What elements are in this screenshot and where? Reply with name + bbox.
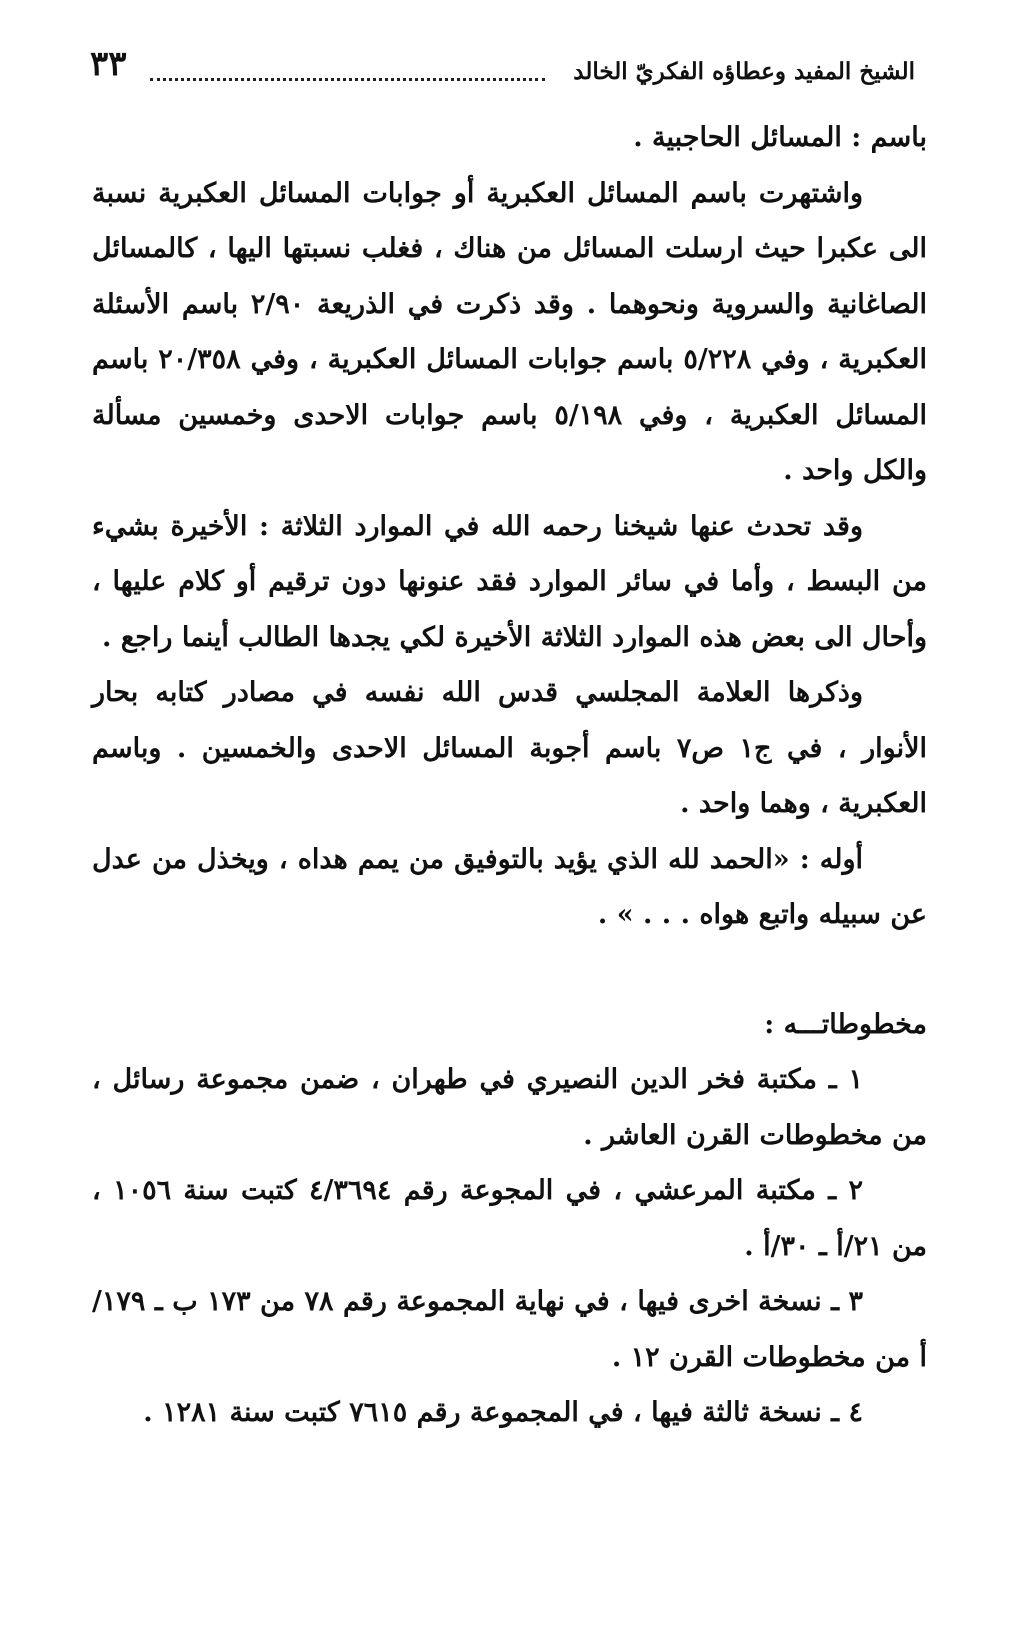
manuscript-item-1: ١ ـ مكتبة فخر الدين النصيري في طهران ، ضمن مجموعة رسائل ، من مخطوطات القرن العاشر .: [92, 1064, 927, 1151]
manuscript-item-2: ٢ ـ مكتبة المرعشي ، في المجوعة رقم ٤/٣٦٩٤ كتبت سنة ١٠٥٦ ، من ٢١/أ ـ ٣٠/أ .: [92, 1175, 927, 1262]
page-header: [90, 44, 915, 92]
paragraph-1: باسم : المسائل الحاجبية .: [633, 122, 927, 153]
running-title: الشيخ المفيد وعطاؤه الفكريّ الخالد: [573, 58, 915, 85]
dot-leader: [150, 78, 545, 81]
paragraph-3: وقد تحدث عنها شيخنا رحمه الله في الموارد الثلاثة : الأخيرة بشيء من البسط ، وأما في سائر الموارد فقد عنونها دون ترقيم أو كلام عليها ، وأحال الى بعض هذه الموارد الثلاثة الأخيرة لكي يجدها الطالب أينما راجع .: [92, 510, 927, 653]
body-text: [92, 110, 927, 1441]
manuscripts-heading: مخطوطاتـــه :: [764, 1008, 927, 1040]
section-spacer: [92, 943, 927, 997]
paragraph-4: وذكرها العلامة المجلسي قدس الله نفسه في مصادر كتابه بحار الأنوار ، في ج١ ص٧ باسم أجوبة المسائل الاحدى والخمسين . وباسم العكبرية ، وهما واحد .: [92, 677, 927, 819]
paragraph-2: واشتهرت باسم المسائل العكبرية أو جوابات المسائل العكبرية نسبة الى عكبرا حيث ارسلت المسائل من هناك ، فغلب نسبتها اليها ، كالمسائل الصاغانية والسروية ونحوهما . وقد ذكرت في الذريعة ٢/٩٠ باسم الأسئلة العكبرية ، وفي ٥/٢٢٨ باسم جوابات المسائل العكبرية ، وفي ٢٠/٣٥٨ باسم المسائل العكبرية ، وفي ٥/١٩٨ باسم جوابات الاحدى وخمسين مسألة والكل واحد .: [92, 177, 927, 486]
paragraph-5: أوله : «الحمد لله الذي يؤيد بالتوفيق من يمم هداه ، ويخذل من عدل عن سبيله واتبع هواه . . . » .: [92, 843, 927, 930]
manuscript-item-3: ٣ ـ نسخة اخرى فيها ، في نهاية المجموعة رقم ٧٨ من ١٧٣ ب ـ ١٧٩/أ من مخطوطات القرن ١٢ .: [92, 1286, 927, 1373]
page-number: ٣٣: [90, 44, 127, 84]
manuscript-item-4: ٤ ـ نسخة ثالثة فيها ، في المجموعة رقم ٧٦١٥ كتبت سنة ١٢٨١ .: [143, 1397, 863, 1428]
